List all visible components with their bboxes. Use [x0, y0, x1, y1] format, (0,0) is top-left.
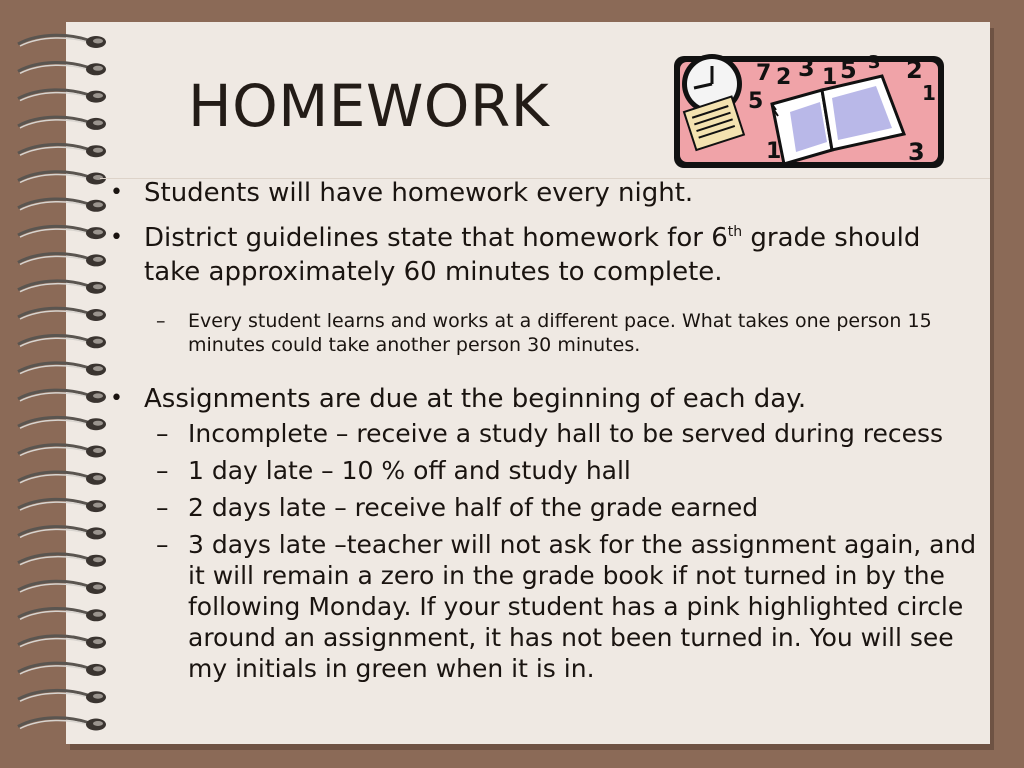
spiral-ring: [18, 254, 106, 267]
dash: –: [156, 456, 169, 485]
spiral-ring: [18, 144, 106, 157]
clipart-number: 2: [906, 56, 923, 84]
spiral-ring: [18, 281, 106, 294]
spiral-ring: [18, 663, 106, 676]
spiral-ring: [18, 336, 106, 349]
clipart-number: 3: [908, 138, 925, 166]
spiral-ring: [18, 636, 106, 649]
spiral-ring: [18, 172, 106, 185]
page-title: HOMEWORK: [188, 72, 550, 140]
spiral-ring: [18, 581, 106, 594]
spiral-ring: [18, 63, 106, 76]
list-item: [104, 176, 984, 210]
sub-note-text: Every student learns and works at a different pace. What takes one person 15 minutes could take another person 30 minutes.: [188, 310, 932, 356]
spiral-ring: [18, 363, 106, 376]
clipart-number: 1: [766, 139, 782, 164]
spiral-ring: [18, 308, 106, 321]
bullet: •: [110, 225, 123, 250]
clipart-number: 3: [798, 54, 815, 82]
spiral-ring: [18, 554, 106, 567]
spiral-ring: [18, 417, 106, 430]
homework-clipart-icon: [672, 54, 946, 170]
dash: –: [156, 493, 169, 522]
spiral-ring: [18, 445, 106, 458]
sub-list-item: [104, 455, 984, 486]
spiral-ring: [18, 199, 106, 212]
bullet-text: Students will have homework every night.: [144, 178, 694, 208]
spiral-ring: [18, 718, 106, 731]
bullet-text: grade should take approximately 60 minutes to complete.: [144, 223, 921, 287]
sub-item-text: 3 days late –teacher will not ask for the assignment again, and it will remain a zero in the grade book if not turned in by the following Monday. If your student has a pink highlighted circle around an assignment, it has not been turned in. You will see my initials in green when it is in.: [188, 530, 977, 683]
clipart-number: 3: [868, 54, 881, 73]
clipart-number: 5: [748, 89, 764, 114]
spiral-ring: [18, 499, 106, 512]
list-item: [104, 221, 984, 289]
bullet: •: [110, 180, 123, 205]
bullet-text: District guidelines state that homework for 6: [144, 223, 728, 253]
dash: –: [156, 419, 169, 448]
clipart-number: 2: [776, 65, 792, 90]
clipart-number: 7: [756, 61, 772, 86]
sub-list-item: [104, 309, 984, 357]
slide-body: [104, 174, 984, 684]
spiral-ring: [18, 390, 106, 403]
spiral-ring: [18, 472, 106, 485]
sub-list-item: [104, 529, 984, 684]
clipart-number: 1: [922, 81, 936, 105]
bullet: •: [110, 386, 123, 411]
spiral-ring: [18, 527, 106, 540]
assignments-heading: Assignments are due at the beginning of each day.: [144, 384, 807, 414]
sub-item-text: 2 days late – receive half of the grade earned: [188, 493, 759, 522]
clipart-number: 1: [822, 65, 838, 90]
dash: –: [156, 530, 169, 559]
spiral-ring: [18, 35, 106, 48]
sub-item-text: 1 day late – 10 % off and study hall: [188, 456, 631, 485]
sub-list-item: [104, 492, 984, 523]
spiral-ring: [18, 690, 106, 703]
sub-list-item: [104, 418, 984, 449]
spiral-ring: [18, 609, 106, 622]
spiral-ring: [18, 90, 106, 103]
spiral-ring: [18, 226, 106, 239]
sub-item-text: Incomplete – receive a study hall to be served during recess: [188, 419, 944, 448]
clipart-number: 5: [840, 56, 857, 84]
dash: –: [156, 310, 166, 332]
list-item: [104, 382, 984, 416]
superscript: th: [727, 224, 743, 240]
spiral-ring: [18, 117, 106, 130]
